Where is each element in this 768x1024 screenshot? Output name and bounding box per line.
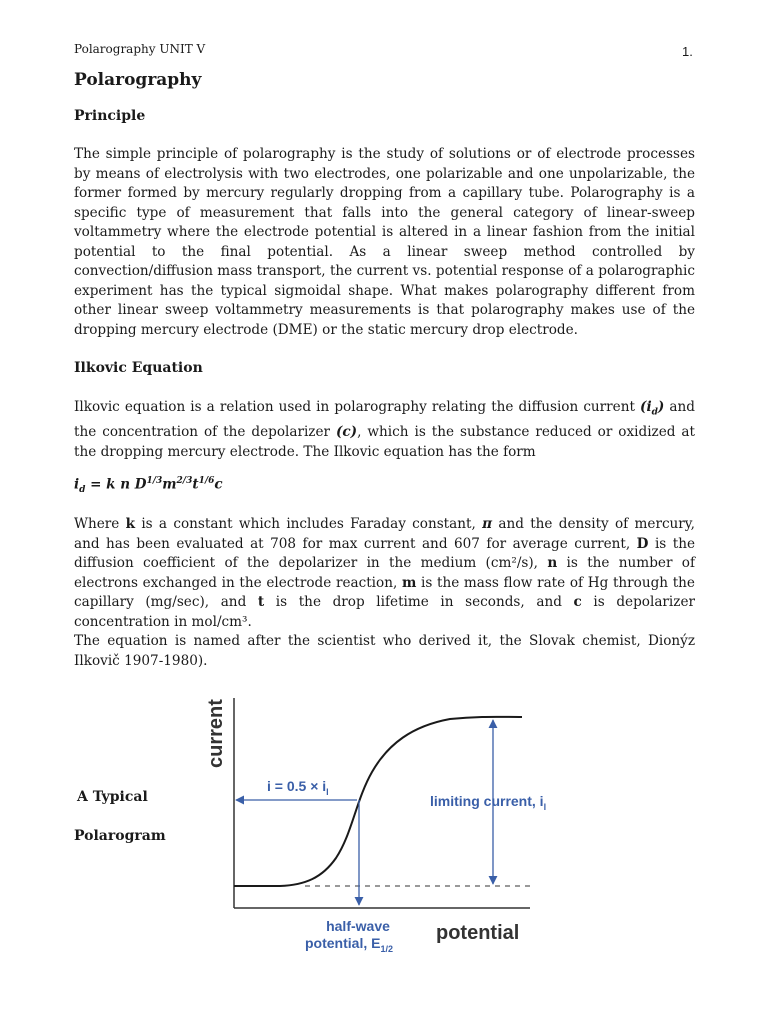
- half-wave-label-line2: potential, $E_{1/2}$: [305, 935, 393, 954]
- page-title: Polarography: [74, 70, 202, 90]
- page-header-left: Polarography UNIT V: [74, 42, 206, 56]
- ilkovic-intro: Ilkovic equation is a relation used in polarography relating the diffusion current $(i_d)$ and the concentration of the depolarizer (c), which is the substance reduced or oxidized at the dropping mercury electrode. The Ilkovic equation has the form: [74, 399, 695, 460]
- x-axis-label: potential: [436, 922, 520, 944]
- figure-caption-line1: A Typical: [77, 789, 148, 805]
- ilkovic-equation: $i_d = k$ n $D^{1/3}m^{2/3}t^{1/6}c$: [74, 476, 223, 496]
- principle-paragraph: The simple principle of polarography is the study of solutions or of electrode processes by means of electrolysis with two electrodes, one polarizable and one unpolarizable, the former formed by mercury regularly dropping from a capillary tube. Polarography is a specific type of measurement that falls into the general category of linear-sweep voltammetry where the electrode potential is altered in a linear fashion from the initial potential to the final potential. As a linear sweep method controlled by convection/diffusion mass transport, the current vs. potential response of a polarographic experiment has the typical sigmoidal shape. What makes polarography different from other linear sweep voltammetry measurements is that polarography makes use of the dropping mercury electrode (DME) or the static mercury drop electrode.: [74, 146, 695, 338]
- ilkovic-where-paragraph: Where k is a constant which includes Faraday constant, π and the density of mercury, and has been evaluated at 708 for max current and 607 for average current, D is the diffusion coefficient of the depolarizer in the medium (cm²/s), n is the number of electrons exchanged in the electrode reaction, m is the mass flow rate of Hg through the capillary (mg/sec), and t is the drop lifetime in seconds, and c is depolarizer concentration in mol/cm³.: [74, 516, 696, 630]
- limiting-current-label: limiting current, $i_l$: [430, 793, 547, 812]
- ilkovic-named-after: The equation is named after the scientist who derived it, the Slovak chemist, Dionýz Ilkovič 1907-1980).: [74, 633, 695, 669]
- half-wave-label-line1: half-wave: [326, 918, 390, 934]
- y-axis-label: current: [205, 699, 227, 768]
- figure-caption-line2: Polarogram: [74, 828, 166, 844]
- polarogram-curve: [234, 717, 522, 886]
- ilkovic-heading: Ilkovic Equation: [74, 360, 203, 376]
- principle-heading: Principle: [74, 108, 146, 124]
- half-current-label: $i = 0.5 \times i_l$: [267, 778, 329, 797]
- page-number: 1.: [682, 44, 693, 59]
